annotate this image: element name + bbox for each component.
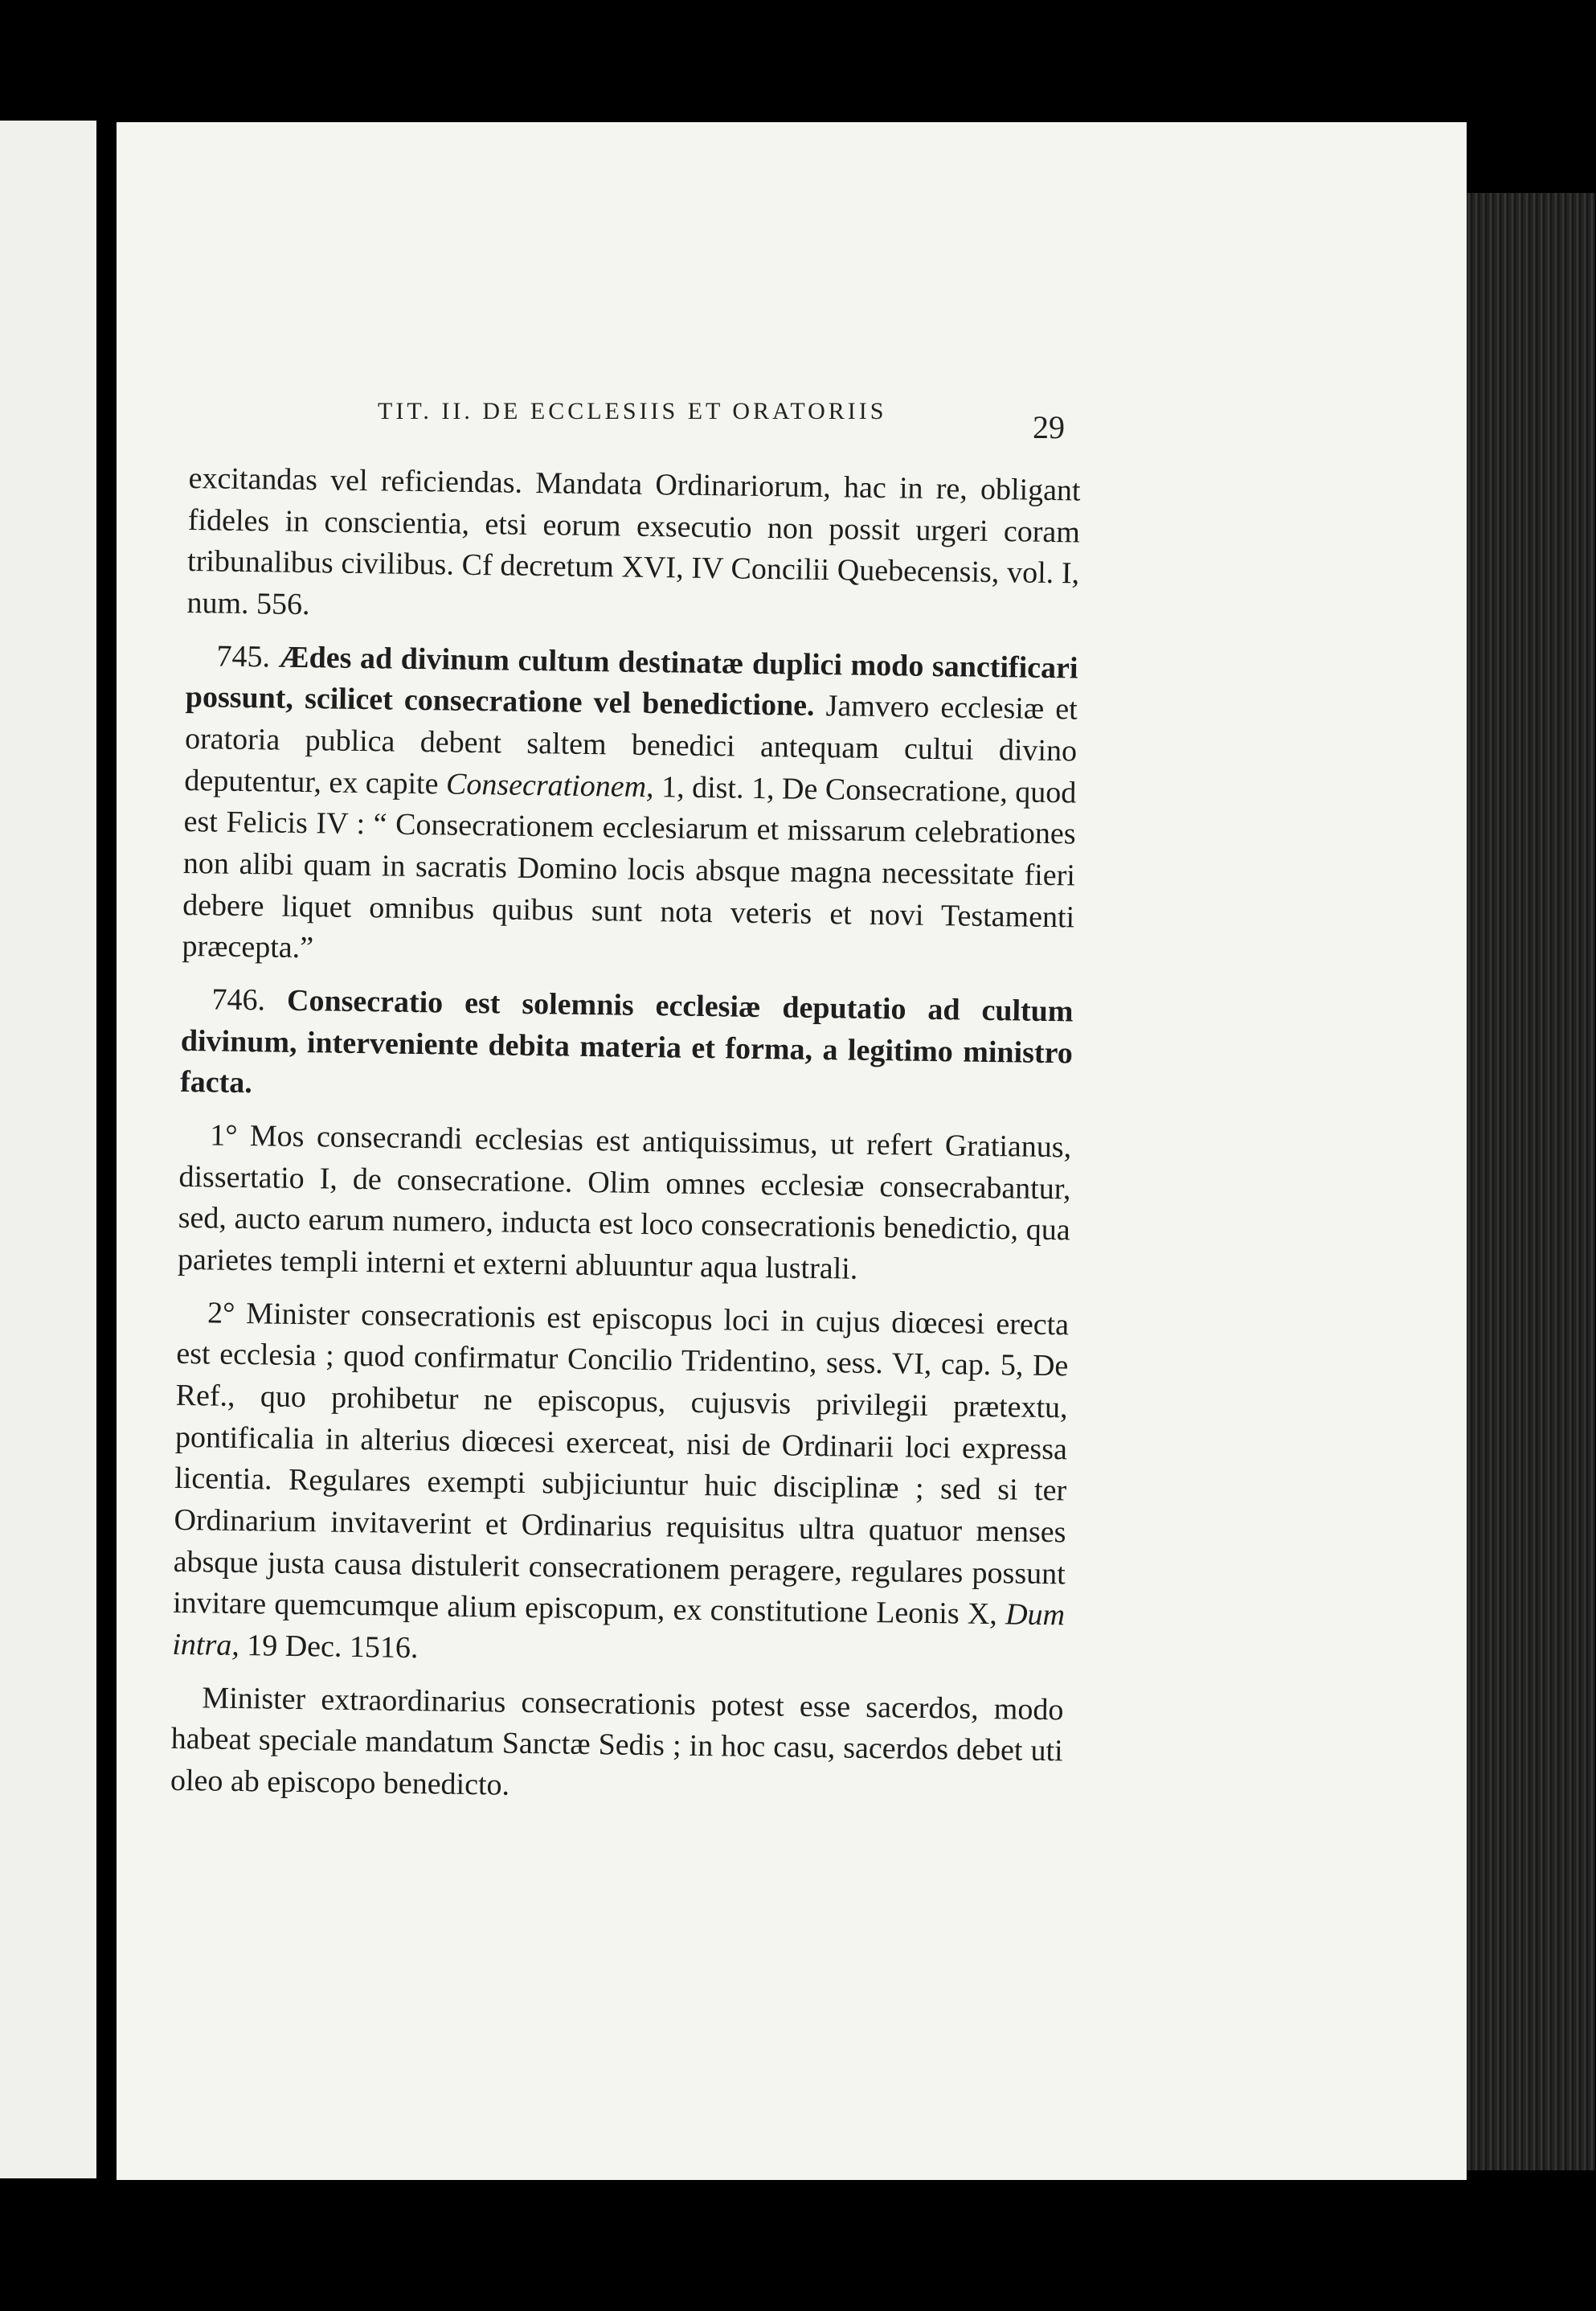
page-body bbox=[170, 458, 1080, 1825]
section-745-number: 745. bbox=[216, 639, 271, 674]
section-745-text-a: Jamvero ecclesiæ et oratoria publica debent saltem benedici antequam cultui divino deputentur, ex capite bbox=[184, 689, 1078, 801]
item-2-text-b: 19 Dec. 1516. bbox=[246, 1629, 419, 1666]
section-745-text-b: 1, dist. 1, De Consecratione, quod est Felicis IV : “ Consecrationem ecclesiarum et missarum celebrationes non alibi quam in sacratis Domino locis absque magna necessitate fieri debere liquet omnibus quibus sunt nota veteris et novi Testamenti præcepta.” bbox=[182, 769, 1077, 965]
book-fore-edge bbox=[1467, 193, 1595, 2170]
section-745 bbox=[182, 636, 1078, 981]
left-page-edge bbox=[0, 121, 96, 2178]
section-746-heading: Consecratio est solemnis ecclesiæ deputatio ad cultum divinum, interveniente debita materia et forma, a legitimo ministro facta. bbox=[179, 983, 1074, 1100]
page-number: 29 bbox=[1033, 409, 1065, 445]
item-1: 1° Mos consecrandi ecclesias est antiquissimus, ut refert Gratianus, dissertatio I, de consecratione. Olim omnes ecclesiæ consecrabantur, sed, aucto earum numero, inducta est loco consecrationis benedictio, qua parietes templi interni et externi abluuntur aqua lustrali. bbox=[177, 1118, 1072, 1286]
section-745-heading: Ædes ad divinum cultum destinatæ duplici modo sanctificari possunt, scilicet consecratione vel benedictione. bbox=[185, 640, 1078, 723]
section-746 bbox=[180, 979, 1074, 1116]
paragraph-last: Minister extraordinarius consecrationis potest esse sacerdos, modo habeat speciale mandatum Sanctæ Sedis ; in hoc casu, sacerdos debet uti oleo ab episcopo benedicto. bbox=[170, 1681, 1064, 1802]
section-746-number: 746. bbox=[211, 982, 266, 1018]
paragraph-continuation: excitandas vel reficiendas. Mandata Ordinariorum, hac in re, obligant fideles in conscientia, etsi eorum exsecutio non possit urgeri coram tribunalibus civilibus. Cf decretum XVI, IV Concilii Quebecensis, vol. I, num. 556. bbox=[186, 461, 1081, 622]
item-2-text-a: 2° Minister consecrationis est episcopus loci in cujus diœcesi erecta est ecclesia ; quod confirmatur Concilio Tridentino, sess. VI, cap. 5, De Ref., quo prohibetur ne episcopus, cujusvis privilegii prætextu, pontificalia in alterius diœcesi exerceat, nisi de Ordinarii loci expressa licentia. Regulares exempti subjiciuntur huic disciplinæ ; sed si ter Ordinarium invitaverint et Ordinarius requisitus ultra quatuor menses absque justa causa distulerit consecrationem peragere, regulares possunt invitare quemcumque alium episcopum, ex constitutione Leonis X, bbox=[172, 1296, 1070, 1632]
item-2-italic: Dum intra, bbox=[172, 1597, 1066, 1663]
section-745-italic: Consecrationem, bbox=[445, 767, 654, 804]
item-2 bbox=[172, 1293, 1069, 1678]
running-header: TIT. II. DE ECCLESIIS ET ORATORIIS bbox=[378, 398, 887, 424]
